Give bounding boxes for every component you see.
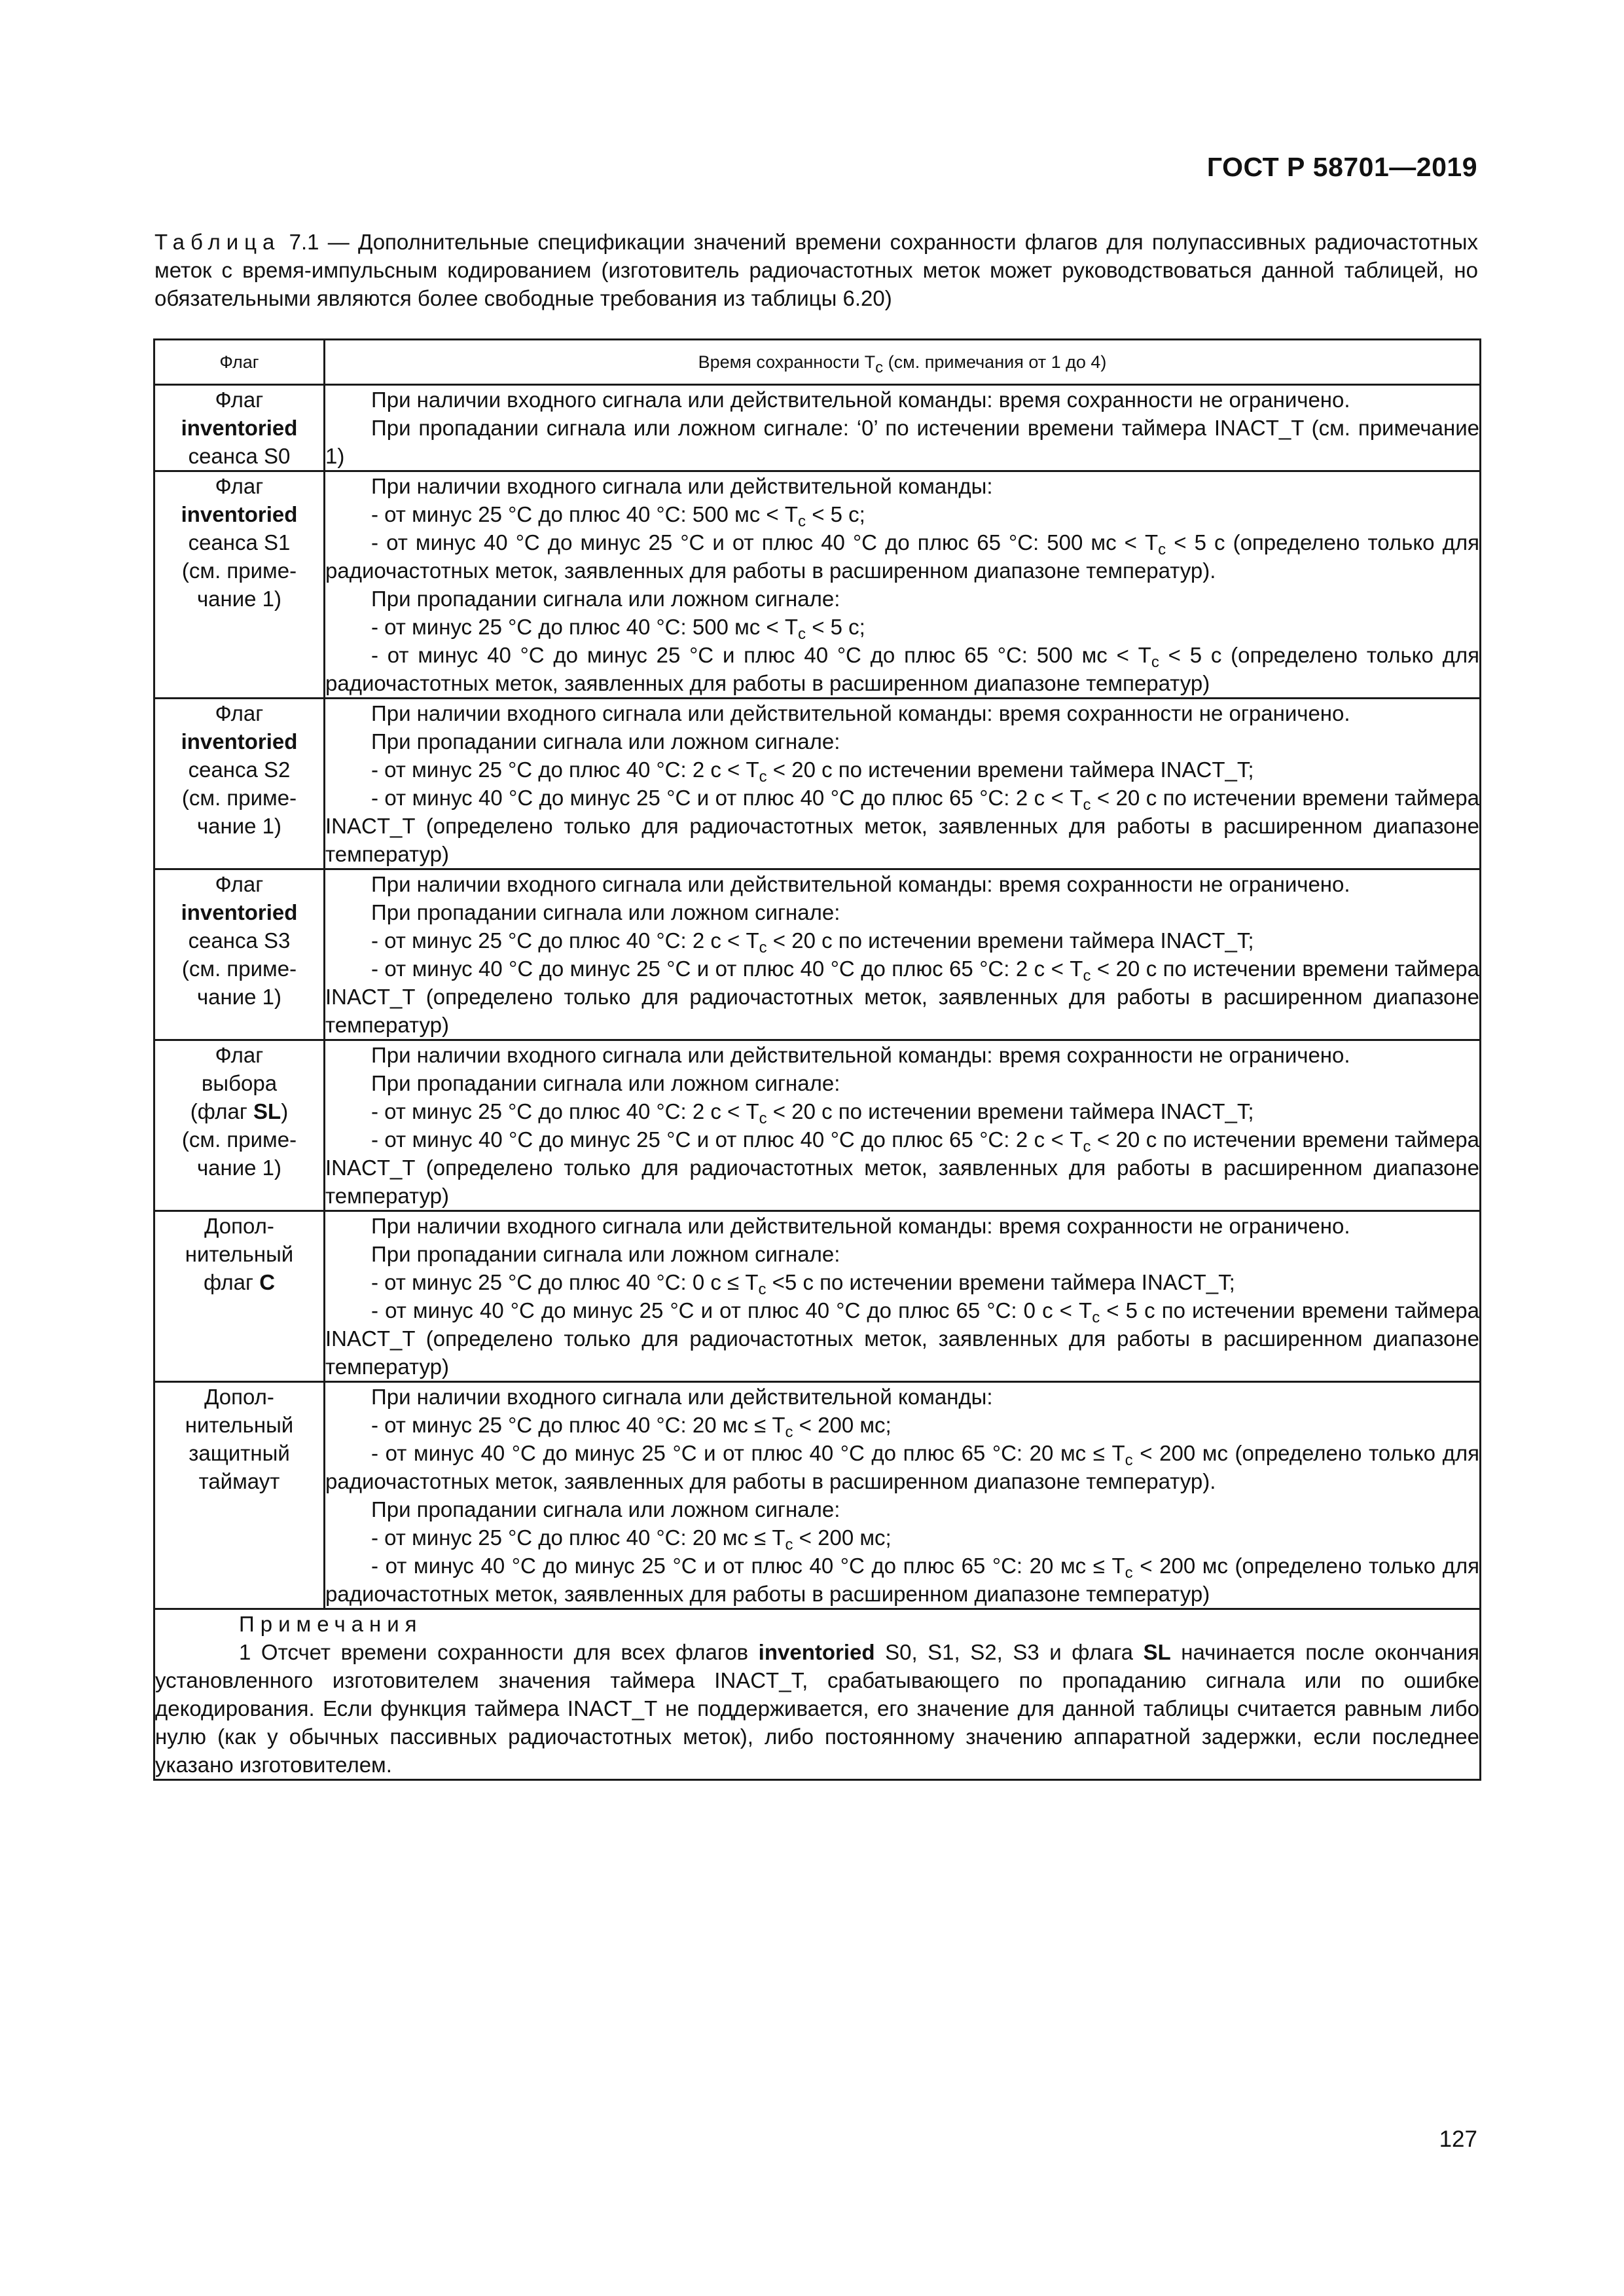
persistence-line: [325, 1523, 1479, 1552]
persistence-line: [325, 1552, 1479, 1608]
flag-line: inventoried: [181, 900, 298, 924]
persistence-text: - от минус 40 °С до минус 25 °С и плюс 40 °С до плюс 65 °С: 500 мс < T: [371, 643, 1151, 667]
flag-line: защитный: [189, 1441, 290, 1465]
flag-line: нительный: [185, 1413, 294, 1437]
header-persistence-time: [325, 340, 1481, 385]
flag-line-text: ): [281, 1099, 289, 1123]
flag-line: сеанса S1: [188, 530, 291, 555]
note-1-bold-inventoried: inventoried: [758, 1640, 875, 1664]
table-row: [154, 869, 1481, 1040]
flag-cell: [154, 1040, 325, 1211]
flag-cell: [154, 1382, 325, 1609]
persistence-text: При наличии входного сигнала или действительной команды: время сохранности не ограничено.: [371, 388, 1350, 412]
table-row: [154, 385, 1481, 471]
flag-line: выбора: [201, 1071, 278, 1095]
persistence-text: <5 с по истечении времени таймера INACT_T;: [766, 1270, 1235, 1294]
flag-line: нительный: [185, 1242, 294, 1266]
persistence-text: < 5 с;: [806, 502, 865, 526]
flag-line-bold: С: [259, 1270, 276, 1294]
flag-line: inventoried: [181, 729, 298, 754]
page-number: 127: [1439, 2126, 1477, 2152]
standard-number: ГОСТ Р 58701—2019: [1206, 152, 1477, 182]
persistence-text: - от минус 40 °С до минус 25 °С и от плюс 40 °С до плюс 65 °С: 20 мс ≤ T: [371, 1441, 1125, 1465]
persistence-line: [325, 1240, 1479, 1268]
tc-subscript: c: [1158, 541, 1166, 558]
flag-line: inventoried: [181, 416, 298, 440]
persistence-cell: [325, 471, 1481, 699]
flag-line-text: (флаг: [190, 1099, 254, 1123]
flag-line: Флаг: [215, 388, 264, 412]
persistence-text: При пропадании сигнала или ложном сигнале:: [371, 1497, 840, 1522]
tc-subscript: c: [1151, 653, 1159, 671]
persistence-cell: [325, 699, 1481, 869]
persistence-text: - от минус 40 °С до минус 25 °С и от плюс 40 °С до плюс 65 °С: 500 мс < T: [371, 530, 1159, 555]
persistence-text: - от минус 25 °С до плюс 40 °С: 2 с < T: [371, 1099, 759, 1123]
flag-line: (см. приме-: [181, 558, 297, 583]
persistence-line: [325, 955, 1479, 1039]
persistence-text: - от минус 25 °С до плюс 40 °С: 2 с < T: [371, 757, 759, 782]
flag-line: [155, 1097, 323, 1125]
flag-line: inventoried: [181, 502, 298, 526]
flag-cell: [154, 1211, 325, 1382]
header-time-text: Время сохранности T: [698, 352, 876, 372]
flag-cell: [154, 471, 325, 699]
header-time-subscript: c: [875, 358, 884, 376]
tc-subscript: c: [798, 513, 806, 530]
table-row: [154, 1211, 1481, 1382]
persistence-line: [325, 727, 1479, 756]
persistence-text: - от минус 40 °С до минус 25 °С и от плюс 40 °С до плюс 65 °С: 20 мс ≤ T: [371, 1554, 1125, 1578]
tc-subscript: c: [1083, 796, 1091, 814]
persistence-line: [325, 1383, 1479, 1411]
persistence-text: - от минус 40 °С до минус 25 °С и от плюс 40 °С до плюс 65 °С: 2 с < T: [371, 786, 1083, 810]
flag-line: Допол-: [204, 1214, 274, 1238]
persistence-line: [325, 699, 1479, 727]
persistence-text: - от минус 25 °С до плюс 40 °С: 20 мс ≤ T: [371, 1413, 785, 1437]
table-row: [154, 1040, 1481, 1211]
note-1-text-c: начинается после окончания установленного изготовителем значения таймера INACT_T, срабатывающего по пропаданию сигнала или по ошибке декодирования. Если функция таймера INACT_T не поддерживается, его значение для данной таблицы считается равным либо нулю (как у обычных пассивных радиочастотных меток), либо постоянному значению аппаратной задержки, если последнее указано изготовителем.: [155, 1640, 1479, 1777]
table-caption-text: 7.1 — Дополнительные спецификации значений времени сохранности флагов для полупассивных радиочастотных меток с время-импульсным кодированием (изготовитель радиочастотных меток может руководствоваться данной таблицей, но обязательными являются более свободные требования из таблицы 6.20): [154, 230, 1478, 310]
tc-subscript: c: [785, 1536, 793, 1554]
tc-subscript: c: [1092, 1309, 1100, 1326]
persistence-cell: [325, 869, 1481, 1040]
persistence-text: < 20 с по истечении времени таймера INACT_T;: [767, 1099, 1254, 1123]
persistence-line: [325, 472, 1479, 500]
persistence-text: < 200 мс (определено только для радиочастотных меток, заявленных для работы в расширенном диапазоне температур): [325, 1554, 1479, 1606]
persistence-cell: [325, 1040, 1481, 1211]
flag-line: [155, 1268, 323, 1296]
persistence-text: - от минус 25 °С до плюс 40 °С: 0 с ≤ T: [371, 1270, 759, 1294]
flag-line-text: флаг: [203, 1270, 260, 1294]
table-row: [154, 1382, 1481, 1609]
notes-cell: [154, 1609, 1481, 1780]
persistence-text: - от минус 25 °С до плюс 40 °С: 500 мс < T: [371, 502, 799, 526]
flag-line: чание 1): [196, 1156, 282, 1180]
flag-line: сеанса S0: [188, 444, 291, 468]
flag-line: Флаг: [215, 701, 264, 725]
persistence-line: [325, 870, 1479, 898]
flag-line: Флаг: [215, 474, 264, 498]
notes-row: [154, 1609, 1481, 1780]
note-1: [155, 1638, 1479, 1779]
tc-subscript: c: [785, 1423, 793, 1441]
persistence-line: [325, 386, 1479, 414]
persistence-line: [325, 1411, 1479, 1439]
persistence-text: < 20 с по истечении времени таймера INACT_T;: [767, 757, 1254, 782]
persistence-line: [325, 926, 1479, 955]
flag-line: чание 1): [196, 814, 282, 838]
table-caption: [154, 228, 1478, 312]
persistence-text: При наличии входного сигнала или действительной команды: время сохранности не ограничено.: [371, 1214, 1350, 1238]
tc-subscript: c: [758, 1281, 767, 1298]
tc-subscript: c: [1125, 1564, 1133, 1582]
flag-line: таймаут: [198, 1469, 280, 1493]
table-caption-label: Таблица: [154, 230, 281, 254]
flag-line: сеанса S2: [188, 757, 291, 782]
tc-subscript: c: [1083, 967, 1091, 985]
persistence-text: < 20 с по истечении времени таймера INACT_T (определено только для радиочастотных меток, заявленных для работы в расширенном диапазоне температур): [325, 957, 1479, 1037]
persistence-line: [325, 414, 1479, 470]
persistence-text: При наличии входного сигнала или действительной команды: время сохранности не ограничено.: [371, 701, 1350, 725]
persistence-line: [325, 1041, 1479, 1069]
flag-line: Флаг: [215, 1043, 264, 1067]
flag-persistence-table: [153, 338, 1481, 1781]
tc-subscript: c: [1125, 1451, 1133, 1469]
tc-subscript: c: [798, 625, 806, 643]
persistence-line: [325, 1069, 1479, 1097]
flag-line: Флаг: [215, 872, 264, 896]
flag-line: Допол-: [204, 1385, 274, 1409]
persistence-text: < 20 с по истечении времени таймера INACT_T;: [767, 928, 1254, 953]
persistence-text: При наличии входного сигнала или действительной команды:: [371, 474, 993, 498]
persistence-line: [325, 1439, 1479, 1495]
persistence-text: При пропадании сигнала или ложном сигнале:: [371, 900, 840, 924]
persistence-line: [325, 528, 1479, 585]
table-row: [154, 471, 1481, 699]
flag-cell: [154, 869, 325, 1040]
persistence-text: - от минус 40 °С до минус 25 °С и от плюс 40 °С до плюс 65 °С: 2 с < T: [371, 1127, 1083, 1152]
persistence-text: < 5 с (определено только для радиочастотных меток, заявленных для работы в расширенном диапазоне температур).: [325, 530, 1479, 583]
persistence-line: [325, 784, 1479, 868]
tc-subscript: c: [759, 1110, 767, 1127]
persistence-text: - от минус 25 °С до плюс 40 °С: 500 мс < T: [371, 615, 799, 639]
notes-title: Примечания: [239, 1612, 423, 1636]
note-1-bold-sl: SL: [1143, 1640, 1171, 1664]
flag-line: (см. приме-: [181, 1127, 297, 1152]
persistence-line: [325, 1268, 1479, 1296]
persistence-text: - от минус 40 °С до минус 25 °С и от плюс 40 °С до плюс 65 °С: 2 с < T: [371, 957, 1083, 981]
note-1-text-b: S0, S1, S2, S3 и флага: [875, 1640, 1144, 1664]
header-time-note: (см. примечания от 1 до 4): [883, 352, 1107, 372]
flag-line: чание 1): [196, 985, 282, 1009]
persistence-text: - от минус 40 °С до минус 25 °С и от плюс 40 °С до плюс 65 °С: 0 с < T: [371, 1298, 1092, 1322]
note-1-text-a: 1 Отсчет времени сохранности для всех флагов: [239, 1640, 759, 1664]
persistence-cell: [325, 1211, 1481, 1382]
flag-line: сеанса S3: [188, 928, 291, 953]
header-flag: Флаг: [154, 340, 325, 385]
flag-line: (см. приме-: [181, 786, 297, 810]
persistence-line: [325, 756, 1479, 784]
flag-line-bold: SL: [253, 1099, 281, 1123]
table-body: [154, 385, 1481, 1609]
tc-subscript: c: [759, 939, 767, 957]
flag-cell: [154, 699, 325, 869]
persistence-line: [325, 500, 1479, 528]
persistence-text: При наличии входного сигнала или действительной команды:: [371, 1385, 993, 1409]
persistence-line: [325, 1212, 1479, 1240]
persistence-line: [325, 898, 1479, 926]
flag-line: (см. приме-: [181, 957, 297, 981]
tc-subscript: c: [759, 768, 767, 786]
persistence-text: - от минус 25 °С до плюс 40 °С: 20 мс ≤ T: [371, 1525, 785, 1550]
flag-cell: [154, 385, 325, 471]
flag-line: чание 1): [196, 587, 282, 611]
table-header-row: [154, 340, 1481, 385]
persistence-text: При наличии входного сигнала или действительной команды: время сохранности не ограничено.: [371, 1043, 1350, 1067]
persistence-text: < 200 мс (определено только для радиочастотных меток, заявленных для работы в расширенном диапазоне температур).: [325, 1441, 1479, 1493]
persistence-line: [325, 613, 1479, 641]
persistence-text: < 20 с по истечении времени таймера INACT_T (определено только для радиочастотных меток, заявленных для работы в расширенном диапазоне температур): [325, 1127, 1479, 1208]
persistence-text: < 5 с по истечении времени таймера INACT_T (определено только для радиочастотных меток, заявленных для работы в расширенном диапазоне температур): [325, 1298, 1479, 1379]
persistence-text: При пропадании сигнала или ложном сигнале:: [371, 729, 840, 754]
persistence-text: При пропадании сигнала или ложном сигнале: ‘0’ по истечении времени таймера INACT_T (см. примечание 1): [325, 416, 1479, 468]
persistence-line: [325, 585, 1479, 613]
persistence-line: [325, 1097, 1479, 1125]
persistence-text: При пропадании сигнала или ложном сигнале:: [371, 1071, 840, 1095]
persistence-line: [325, 641, 1479, 697]
persistence-text: При пропадании сигнала или ложном сигнале:: [371, 587, 840, 611]
persistence-line: [325, 1125, 1479, 1210]
persistence-text: < 20 с по истечении времени таймера INACT_T (определено только для радиочастотных меток, заявленных для работы в расширенном диапазоне температур): [325, 786, 1479, 866]
persistence-cell: [325, 385, 1481, 471]
persistence-text: < 5 с;: [806, 615, 865, 639]
persistence-text: При пропадании сигнала или ложном сигнале:: [371, 1242, 840, 1266]
persistence-text: < 200 мс;: [793, 1413, 892, 1437]
persistence-text: < 200 мс;: [793, 1525, 892, 1550]
persistence-text: При наличии входного сигнала или действительной команды: время сохранности не ограничено.: [371, 872, 1350, 896]
table-row: [154, 699, 1481, 869]
tc-subscript: c: [1083, 1138, 1091, 1156]
persistence-cell: [325, 1382, 1481, 1609]
persistence-text: < 5 с (определено только для радиочастотных меток, заявленных для работы в расширенном диапазоне температур): [325, 643, 1479, 695]
persistence-text: - от минус 25 °С до плюс 40 °С: 2 с < T: [371, 928, 759, 953]
persistence-line: [325, 1495, 1479, 1523]
persistence-line: [325, 1296, 1479, 1381]
